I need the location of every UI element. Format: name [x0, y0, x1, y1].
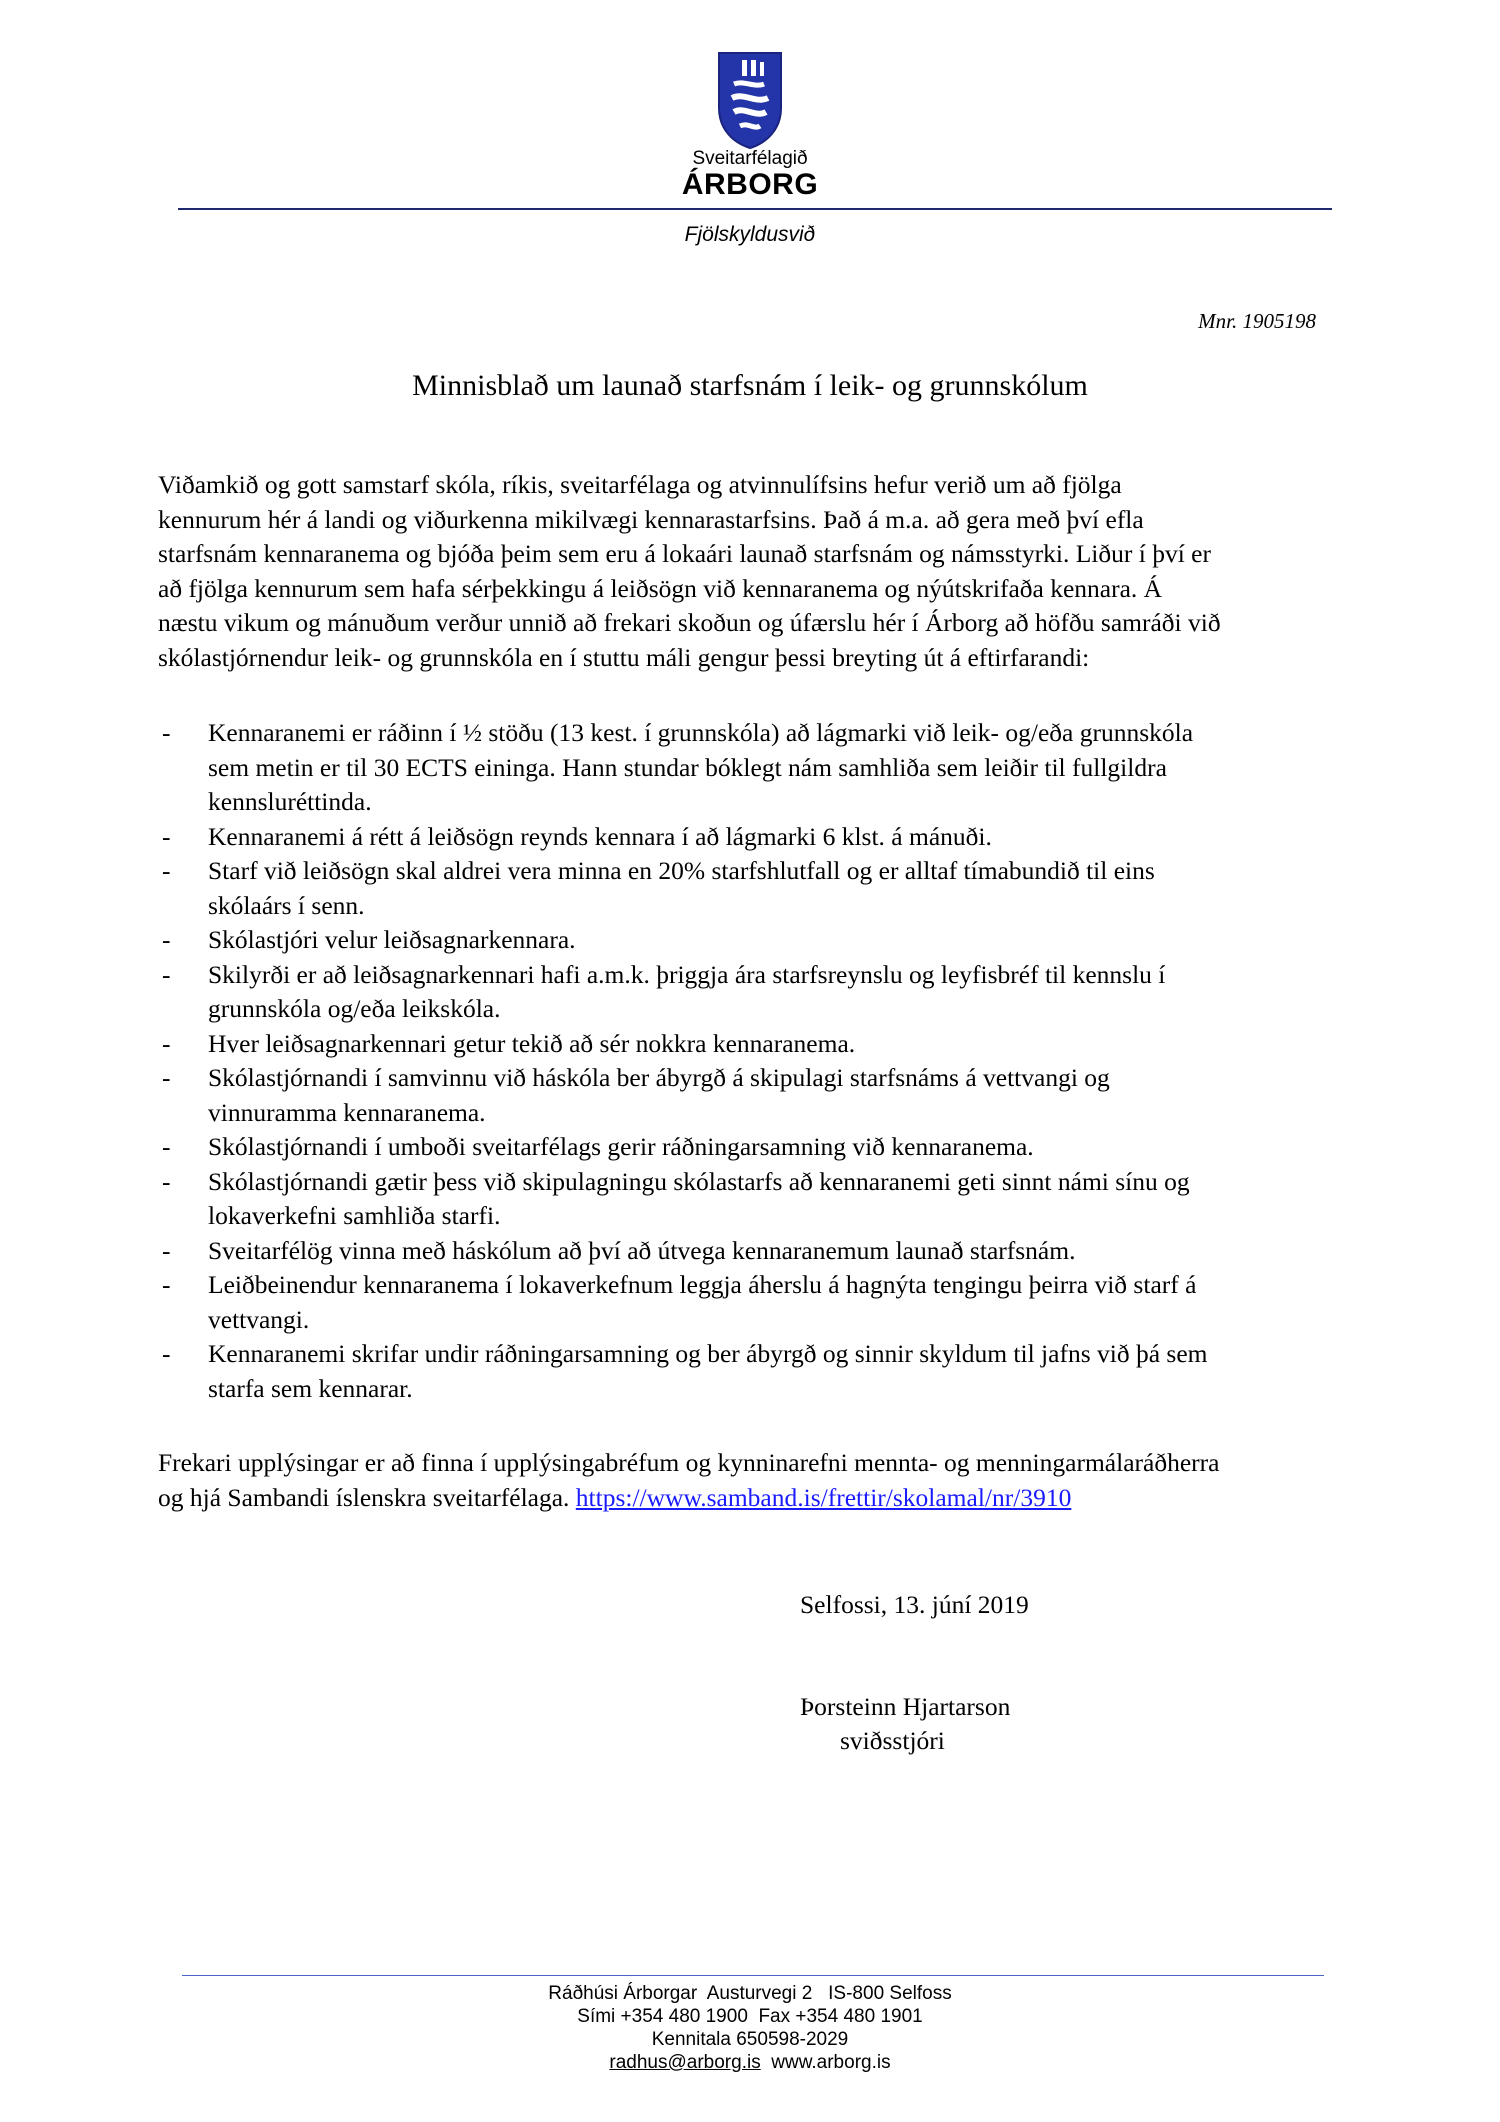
list-item: - Skólastjórnandi í samvinnu við háskóla ber ábyrgð á skipulagi starfsnáms á vettvangi og vinnuramma kennaranema. — [162, 1063, 1110, 1127]
footer-email-link[interactable]: radhus@arborg.is — [609, 2052, 761, 2073]
list-item: - Leiðbeinendur kennaranema í lokaverkefnum leggja áherslu á hagnýta tengingu þeirra við starf á vettvangi. — [162, 1270, 1197, 1334]
more-info-paragraph: Frekari upplýsingar er að finna í upplýsingabréfum og kynninarefni mennta- og menningarmálaráðherra og hjá Sambandi íslenskra sveitarfélaga. https://www.samband.is/frettir/skolamal/nr/3910 — [158, 1448, 1220, 1512]
list-item: - Starf við leiðsögn skal aldrei vera minna en 20% starfshlutfall og er alltaf tímabundið til eins skólaárs í senn. — [162, 856, 1155, 920]
signer-title: sviðsstjóri — [840, 1726, 945, 1755]
footer-address: Ráðhúsi Árborgar Austurvegi 2 IS-800 Selfoss — [548, 1983, 952, 2004]
department-name: Fjölskyldusvið — [684, 223, 816, 246]
intro-line: Viðamkið og gott samstarf skóla, ríkis, sveitarfélaga og atvinnulífsins hefur verið um að fjölga — [158, 470, 1122, 499]
requirements-list — [158, 716, 1358, 1406]
samband-link[interactable]: https://www.samband.is/frettir/skolamal/nr/3910 — [575, 1482, 1072, 1512]
org-name-small: Sveitarfélagið — [692, 148, 808, 169]
footer-website: www.arborg.is — [771, 2052, 891, 2073]
header-divider — [178, 208, 1332, 210]
list-item: - Hver leiðsagnarkennari getur tekið að sér nokkra kennaranema. — [162, 1028, 856, 1058]
list-item: - Kennaranemi er ráðinn í ½ stöðu (13 kest. í grunnskóla) að lágmarki við leik- og/eða grunnskóla sem metin er til 30 ECTS eininga. Hann stundar bóklegt nám samhliða sem leiðir til fullgildra kennsluréttinda. — [162, 718, 1194, 816]
list-item: - Skólastjóri velur leiðsagnarkennara. — [162, 925, 576, 954]
document-title: Minnisblað um launað starfsnám í leik- og grunnskólum — [412, 369, 1088, 402]
list-item: - Kennaranemi skrifar undir ráðningarsamning og ber ábyrgð og sinnir skyldum til jafns við þá sem starfa sem kennarar. — [162, 1339, 1208, 1403]
list-item: - Kennaranemi á rétt á leiðsögn reynds kennara í að lágmarki 6 klst. á mánuði. — [162, 821, 992, 851]
intro-line: næstu vikum og mánuðum verður unnið að frekari skoðun og úfærslu hér í Árborg að höfðu samráði við — [158, 608, 1221, 637]
signer-name: Þorsteinn Hjartarson — [800, 1692, 1011, 1721]
list-item: - Skólastjórnandi í umboði sveitarfélags gerir ráðningarsamning við kennaranema. — [162, 1132, 1034, 1161]
arborg-coat-of-arms-icon — [716, 50, 784, 150]
footer-divider — [182, 1975, 1324, 1976]
org-name: ÁRBORG — [681, 168, 819, 201]
list-item: - Skólastjórnandi gætir þess við skipulagningu skólastarfs að kennaranemi geti sinnt námi sínu og lokaverkefni samhliða starfi. — [162, 1166, 1190, 1230]
intro-paragraph — [158, 468, 1358, 675]
list-item: - Sveitarfélög vinna með háskólum að því að útvega kennaranemum launað starfsnám. — [162, 1235, 1076, 1265]
intro-line: starfsnám kennaranema og bjóða þeim sem eru á lokaári launað starfsnám og námsstyrki. Liður í því er — [158, 539, 1211, 568]
footer — [450, 1982, 1050, 2074]
list-item: - Skilyrði er að leiðsagnarkennari hafi a.m.k. þriggja ára starfsreynslu og leyfisbréf til kennslu í grunnskóla og/eða leikskóla. — [162, 959, 1166, 1023]
place-date: Selfossi, 13. júní 2019 — [800, 1590, 1029, 1619]
intro-line: skólastjórnendur leik- og grunnskóla en í stuttu máli gengur þessi breyting út á eftirfarandi: — [158, 642, 1090, 672]
intro-line: kennurum hér á landi og viðurkenna mikilvægi kennarastarfsins. Það á m.a. að gera með því efla — [158, 504, 1144, 534]
intro-line: að fjölga kennurum sem hafa sérþekkingu á leiðsögn við kennaranema og nýútskrifaða kennara. Á — [158, 573, 1163, 603]
footer-phone: Sími +354 480 1900 Fax +354 480 1901 — [577, 2006, 923, 2027]
case-number: Mnr. 1905198 — [1198, 309, 1316, 333]
footer-kennitala: Kennitala 650598-2029 — [651, 2029, 849, 2050]
